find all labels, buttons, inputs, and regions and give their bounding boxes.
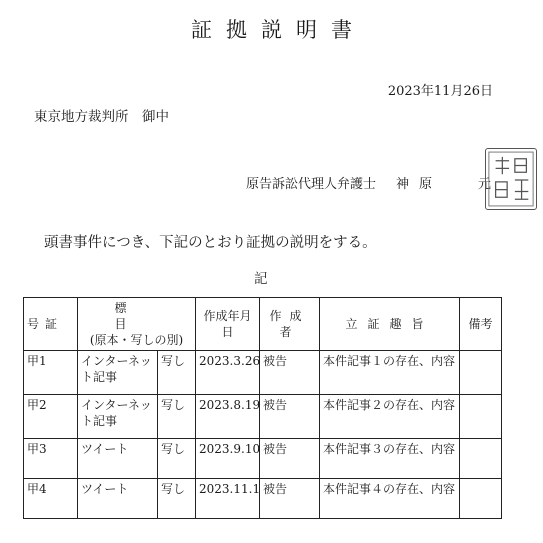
cell-purpose: 本件記事４の存在、内容 [320,479,460,519]
counsel-surname: 神原 [396,177,443,192]
header-title-sub: (原本・写しの別) [89,333,184,347]
cell-date: 2023.3.26 [196,351,260,395]
cell-number: 甲1 [24,351,78,395]
cell-type: 写し [158,351,196,395]
header-remarks: 備考 [460,298,502,351]
cell-title: インターネット記事 [78,351,158,395]
cell-type: 写し [158,395,196,439]
seal-graphic [486,149,536,209]
table-row [24,395,502,439]
seal-stamp [485,148,537,210]
counsel-given-name: 元 [478,177,492,192]
cell-number: 甲4 [24,479,78,519]
table-header-row [24,298,502,351]
table-row [24,479,502,519]
cell-purpose: 本件記事２の存在、内容 [320,395,460,439]
header-maker: 作成者 [260,298,320,351]
cell-purpose: 本件記事３の存在、内容 [320,439,460,479]
document-title: 証拠説明書 [191,18,366,42]
cell-maker: 被告 [260,395,320,439]
cell-title: インターネット記事 [78,395,158,439]
header-title-main: 標目 [114,301,189,331]
header-purpose: 立証趣旨 [320,298,460,351]
cell-remarks [460,351,502,395]
cell-date: 2023.8.19 [196,395,260,439]
cell-type: 写し [158,439,196,479]
counsel-line [246,173,491,192]
cell-maker: 被告 [260,351,320,395]
cell-remarks [460,395,502,439]
cell-remarks [460,439,502,479]
cell-remarks [460,479,502,519]
cell-number: 甲2 [24,395,78,439]
cell-number: 甲3 [24,439,78,479]
cell-title: ツイート [78,479,158,519]
cell-maker: 被告 [260,479,320,519]
cell-type: 写し [158,479,196,519]
table-row [24,439,502,479]
intro-text: 頭書事件につき、下記のとおり証拠の説明をする。 [44,235,377,251]
document-date: 2023年11月26日 [387,84,493,99]
cell-maker: 被告 [260,439,320,479]
cell-title: ツイート [78,439,158,479]
cell-purpose: 本件記事１の存在、内容 [320,351,460,395]
header-title [78,298,196,351]
header-number: 号証 [24,298,78,351]
evidence-table [23,297,502,519]
header-date: 作成年月日 [196,298,260,351]
table-row [24,351,502,395]
cell-date: 2023.11.1 [196,479,260,519]
cell-date: 2023.9.10 [196,439,260,479]
ki-heading: 記 [254,271,268,287]
counsel-role: 原告訴訟代理人弁護士 [246,177,377,192]
court-addressee: 東京地方裁判所 御中 [34,109,169,125]
